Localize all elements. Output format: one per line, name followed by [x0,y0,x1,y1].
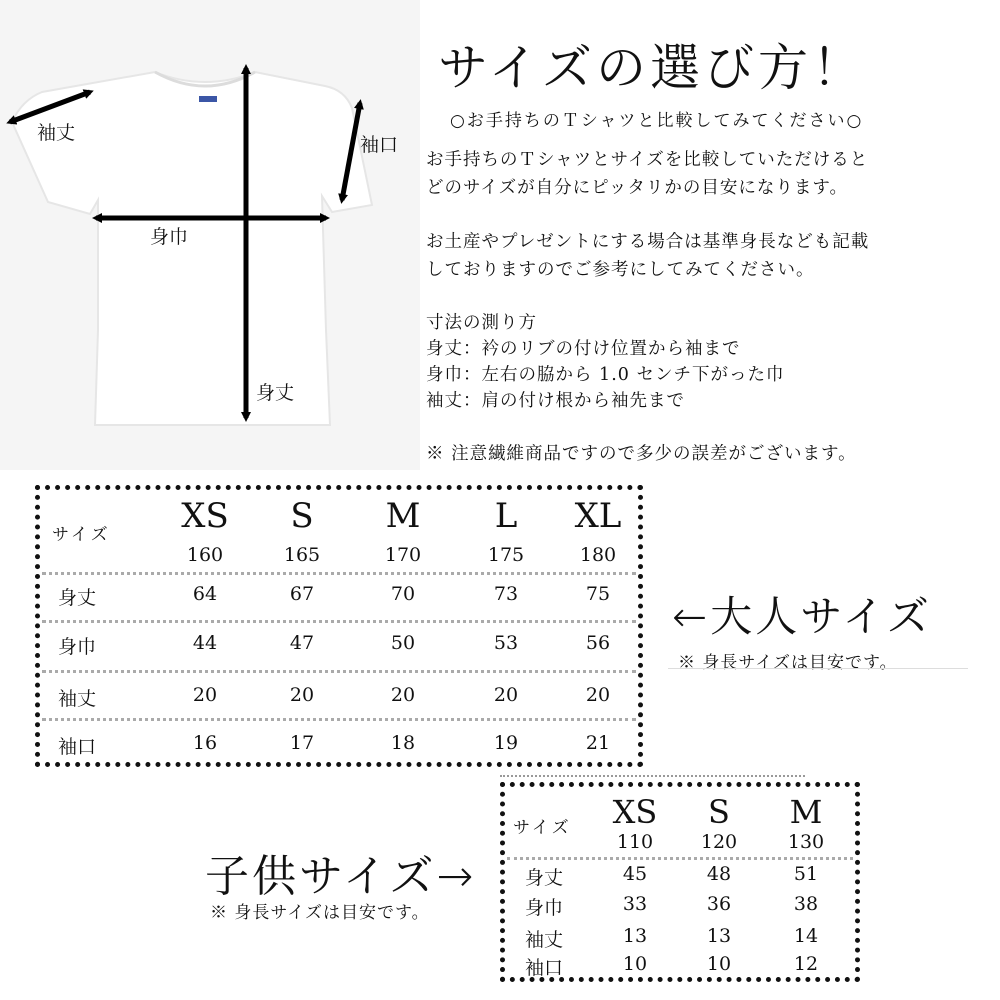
height-value: 170 [384,544,422,566]
table-cell: 56 [585,632,611,654]
divider [668,668,968,669]
kids-size-note: ※ 身長サイズは目安です。 [210,903,430,923]
table-cell: 50 [390,632,416,654]
table-cell: 10 [706,953,732,975]
adult-size-table [35,485,643,767]
measure-title: 寸法の測り方 [426,313,537,333]
kids-size-caption: 子供サイズ→ [205,851,477,902]
kids-size-table [500,782,860,982]
table-cell: 13 [706,925,732,947]
measure-line: 身丈：衿のリブの付け位置から袖まで [426,339,741,359]
adult-size-note: ※ 身長サイズは目安です。 [678,653,898,673]
table-cell: 67 [289,583,315,605]
table-cell: 64 [192,583,218,605]
height-value: 120 [700,831,738,853]
table-cell: 38 [793,893,819,915]
body-width-label: 身巾 [150,226,189,248]
size-xs: XS [181,496,229,536]
paragraph-line: どのサイズが自分にピッタリかの目安になります。 [426,178,848,198]
row-label: 身巾 [58,636,97,658]
tshirt-illustration [0,0,420,470]
table-cell: 19 [493,732,519,754]
table-cell: 36 [706,893,732,915]
size-s: S [290,496,314,536]
shirt-tag-icon [199,96,217,102]
row-label: 袖口 [525,957,564,979]
sleeve-length-label: 袖丈 [37,122,76,144]
height-value: 160 [186,544,224,566]
size-m: M [789,793,823,831]
table-cell: 16 [192,732,218,754]
table-cell: 33 [622,893,648,915]
subtitle: ○お手持ちのＴシャツと比較してみてください○ [450,111,864,131]
page-title: サイズの選び方！ [438,39,866,97]
height-value: 165 [283,544,321,566]
height-value: 110 [616,831,654,853]
size-l: L [494,496,518,536]
size-s: S [708,793,730,831]
height-value: 180 [579,544,617,566]
row-divider [42,670,636,673]
table-cell: 12 [793,953,819,975]
row-divider [507,857,853,860]
table-cell: 44 [192,632,218,654]
row-label: 袖丈 [525,929,564,951]
paragraph-line: お土産やプレゼントにする場合は基準身長なども記載 [426,232,870,252]
table-cell: 73 [493,583,519,605]
row-label: 身丈 [58,587,97,609]
table-cell: 17 [289,732,315,754]
tshirt-icon [0,0,420,470]
divider [500,775,805,777]
row-divider [42,572,636,575]
table-cell: 20 [493,684,519,706]
row-label: 身巾 [525,897,564,919]
row-divider [42,718,636,721]
table-cell: 21 [585,732,611,754]
size-xl: XL [574,496,622,536]
table-cell: 70 [390,583,416,605]
measure-line: 袖丈：肩の付け根から袖先まで [426,391,685,411]
table-cell: 75 [585,583,611,605]
paragraph-line: しておりますのでご参考にしてみてください。 [426,260,815,280]
row-label: 袖丈 [58,688,97,710]
body-length-label: 身丈 [256,382,295,404]
row-divider [42,620,636,623]
error-note: ※ 注意繊維商品ですので多少の誤差がございます。 [426,444,857,464]
sleeve-opening-label: 袖口 [360,134,399,156]
paragraph-line: お手持ちのＴシャツとサイズを比較していただけると [426,150,869,170]
row-label: 袖口 [58,736,97,758]
table-cell: 45 [622,863,648,885]
adult-size-caption: ←大人サイズ [672,592,932,641]
size-header-label: サイズ [513,818,572,838]
table-cell: 20 [192,684,218,706]
table-cell: 13 [622,925,648,947]
size-xs: XS [612,793,658,831]
table-cell: 20 [289,684,315,706]
measure-line: 身巾：左右の脇から 1.0 センチ下がった巾 [426,365,785,385]
table-cell: 51 [793,863,819,885]
height-value: 175 [487,544,525,566]
size-m: M [385,496,421,536]
row-label: 身丈 [525,867,564,889]
size-header-label: サイズ [52,525,111,545]
table-cell: 47 [289,632,315,654]
table-cell: 48 [706,863,732,885]
table-cell: 20 [585,684,611,706]
table-cell: 53 [493,632,519,654]
table-cell: 18 [390,732,416,754]
table-cell: 10 [622,953,648,975]
height-value: 130 [787,831,825,853]
table-cell: 20 [390,684,416,706]
table-cell: 14 [793,925,819,947]
